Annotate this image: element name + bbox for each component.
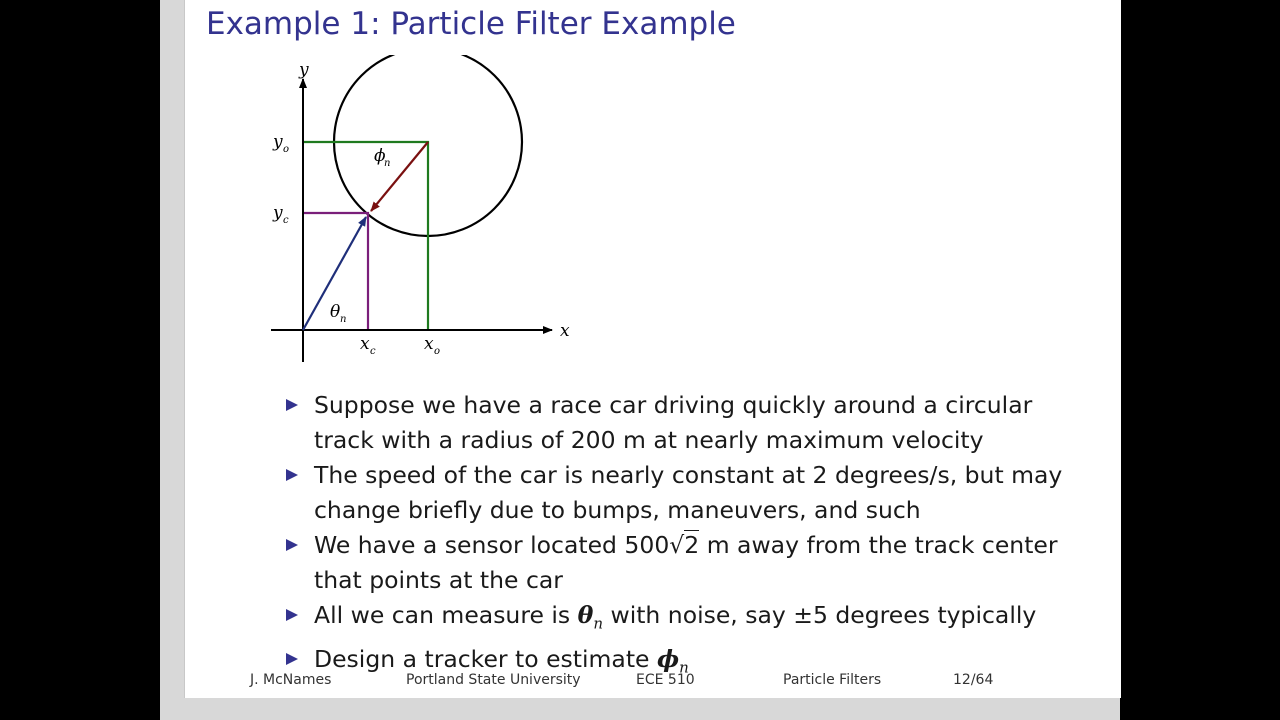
x-axis-label: x bbox=[560, 321, 570, 341]
yc-label: y bbox=[273, 203, 283, 223]
bullet-text: Suppose we have a race car driving quickly around a circular track with a radius of 200 m at nearly maximum velocity bbox=[314, 391, 1033, 454]
yc-label-sub: c bbox=[283, 215, 289, 226]
bullet-item bbox=[284, 388, 1084, 458]
slide-footer bbox=[0, 672, 1280, 692]
yo-label-sub: o bbox=[283, 144, 290, 155]
phi-glyph: ϕ bbox=[656, 644, 680, 673]
phi-label-sub: n bbox=[384, 158, 391, 169]
bullet-text: The speed of the car is nearly constant at 2 degrees/s, but may change briefly due to bumps, maneuvers, and such bbox=[314, 461, 1063, 524]
theta-label: θ bbox=[330, 302, 341, 322]
footer-page-number: 12/64 bbox=[953, 672, 994, 688]
y-axis-label: y bbox=[299, 60, 309, 80]
bullet-list bbox=[284, 388, 1084, 685]
footer-institution: Portland State University bbox=[406, 672, 581, 688]
phi-subscript: n bbox=[679, 658, 689, 677]
xo-label: x bbox=[424, 334, 434, 354]
phi-label: ϕ bbox=[374, 146, 386, 166]
bullet-item bbox=[284, 528, 1084, 598]
theta-label-sub: n bbox=[340, 314, 347, 325]
footer-course: ECE 510 bbox=[636, 672, 695, 688]
bullet-text-before: We have a sensor located 500 bbox=[314, 531, 670, 559]
theta-symbol bbox=[577, 601, 603, 633]
yo-label: y bbox=[273, 132, 283, 152]
bullet-triangle-icon bbox=[286, 609, 298, 621]
bullet-triangle-icon bbox=[286, 539, 298, 551]
bullet-text-before: Design a tracker to estimate bbox=[314, 644, 657, 673]
bullet-text-after: with noise, say ±5 degrees typically bbox=[603, 601, 1037, 629]
footer-author: J. McNames bbox=[250, 672, 332, 688]
xc-label: x bbox=[360, 334, 370, 354]
bullet-item bbox=[284, 458, 1084, 528]
bullet-item bbox=[284, 598, 1084, 642]
footer-topic: Particle Filters bbox=[783, 672, 882, 688]
theta-glyph: θ bbox=[577, 601, 594, 629]
bullet-text-after: m away from the track center that points at the car bbox=[314, 531, 1058, 594]
bullet-triangle-icon bbox=[286, 399, 298, 411]
bullet-triangle-icon bbox=[286, 653, 298, 665]
bullet-triangle-icon bbox=[286, 469, 298, 481]
xc-label-sub: c bbox=[370, 346, 376, 357]
xo-label-sub: o bbox=[434, 346, 441, 357]
theta-subscript: n bbox=[593, 614, 603, 633]
bullet-text-before: All we can measure is bbox=[314, 601, 578, 629]
phi-symbol bbox=[656, 644, 689, 677]
geometry-diagram bbox=[260, 55, 590, 370]
slide-title: Example 1: Particle Filter Example bbox=[206, 6, 736, 42]
sqrt-symbol: √2 bbox=[669, 531, 700, 559]
center-projection-lines bbox=[303, 142, 428, 330]
sqrt-radicand: 2 bbox=[684, 531, 700, 559]
